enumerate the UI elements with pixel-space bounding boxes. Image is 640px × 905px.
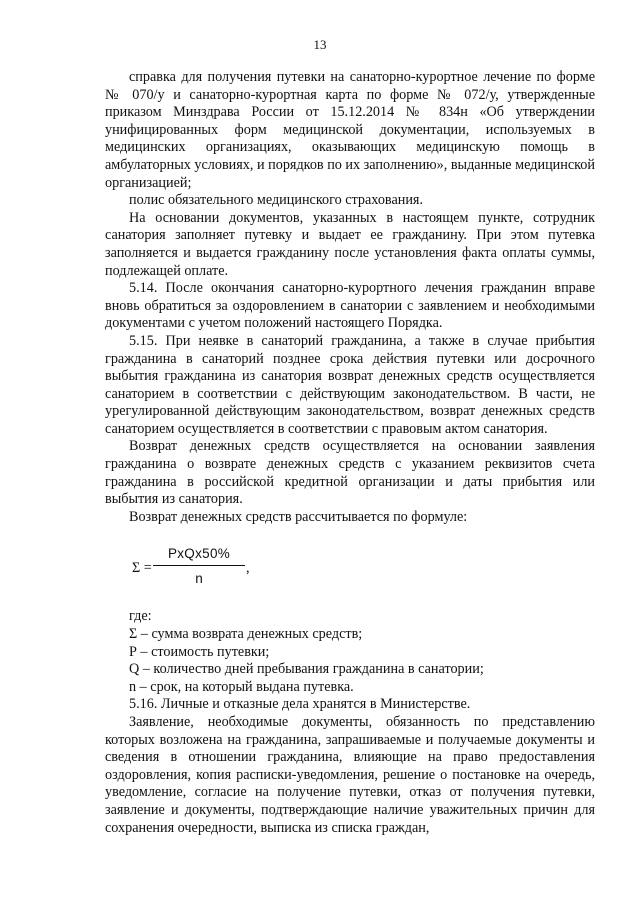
paragraph-refund-formula-intro: Возврат денежных средств рассчитывается по формуле: xyxy=(129,508,468,525)
page-number: 13 xyxy=(313,37,327,52)
formula-denominator: n xyxy=(195,571,203,587)
refund-formula xyxy=(105,534,595,602)
document-body xyxy=(105,69,595,837)
paragraph-voucher-issue: На основании документов, указанных в настоящем пункте, сотрудник санатория заполняет путевку и выдает ее гражданину. При этом путевка заполняется и выдается гражданину после установления факта оплаты суммы, подлежащей оплате. xyxy=(105,209,595,279)
paragraph-documents-list: Заявление, необходимые документы, обязанность по представлению которых возложена на гражданина, запрашиваемые и получаемые документы и сведения в отношении гражданина, влияющие на право предоставления оздоровления, копия расписки-уведомления, решение о постановке на очередь, уведомление, согласие на получение путевки, отказ от получения путевки, заявление и документы, подтверждающие наличие уважительных причин для сохранения очередности, выписка из списка граждан, xyxy=(105,714,595,836)
legend-p: Р – стоимость путевки; xyxy=(129,643,270,660)
legend-sigma: Σ – сумма возврата денежных средств; xyxy=(129,626,363,643)
legend-where: где: xyxy=(129,608,152,625)
paragraph-refund-basis: Возврат денежных средств осуществляется на основании заявления гражданина о возврате денежных средств с указанием реквизитов счета гражданина в российской кредитной организации и даты прибытия или выбытия из санатория. xyxy=(105,438,595,508)
formula-fraction xyxy=(153,545,245,587)
paragraph-5-14: 5.14. После окончания санаторно-курортного лечения гражданин вправе вновь обратиться за оздоровлением в санатории с заявлением и необходимыми документами с учетом положений настоящего Порядка. xyxy=(105,280,595,332)
formula-comma: , xyxy=(246,560,250,577)
paragraph-5-15: 5.15. При неявке в санаторий гражданина, а также в случае прибытия гражданина в санаторий позднее срока действия путевки или досрочного выбытия гражданина из санатория возврат денежных средств осуществляется санаторием в соответствии с действующим законодательством. В части, не урегулированной действующим законодательством, возврат денежных средств санаторием осуществляется в соответствии с правовым актом санатория. xyxy=(105,332,595,437)
formula-lhs: Σ = xyxy=(132,560,152,577)
formula-numerator: PxQx50% xyxy=(153,545,245,566)
paragraph-certificate: справка для получения путевки на санаторно-курортное лечение по форме № 070/у и санаторно-курортная карта по форме № 072/у, утвержденные приказом Минздрава России от 15.12.2014 № 834н «Об утверждении унифицированных форм медицинской документации, используемых в медицинских организациях, оказывающих медицинскую помощь в амбулаторных условиях, и порядков по их заполнению», выданные медицинской организацией; xyxy=(105,69,595,191)
legend-n: n – срок, на который выдана путевка. xyxy=(129,678,354,695)
paragraph-5-16: 5.16. Личные и отказные дела хранятся в Министерстве. xyxy=(129,696,471,713)
legend-q: Q – количество дней пребывания гражданина в санатории; xyxy=(129,661,484,678)
paragraph-insurance: полис обязательного медицинского страхования. xyxy=(129,192,423,209)
